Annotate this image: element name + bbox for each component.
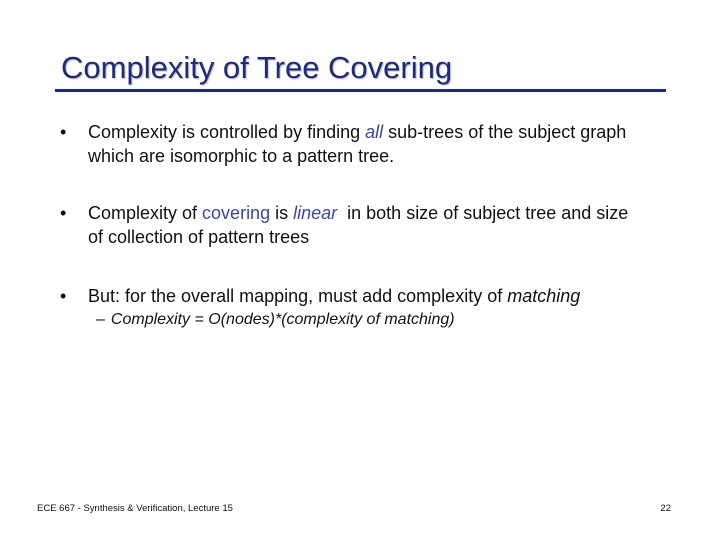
bullet-1-part-1: Complexity is controlled by finding [88, 122, 366, 142]
sub-bullet-text: Complexity = O(nodes)*(complexity of matching) [110, 311, 455, 328]
bullet-2 [60, 201, 648, 249]
bullet-2-highlight-covering: covering [202, 203, 271, 223]
bullet-1-emphasis-all: all [365, 122, 384, 142]
sub-bullet [96, 311, 455, 329]
bullet-2-emphasis-linear: linear [293, 203, 338, 223]
bullet-marker: • [60, 203, 67, 223]
bullet-1-part-3: sub-trees of the subject graph which are isomorphic to a pattern tree. [88, 122, 627, 166]
sub-bullet-dash: – [96, 311, 105, 328]
title-underline [55, 89, 666, 92]
bullet-marker: • [60, 122, 67, 142]
bullet-1 [60, 120, 648, 168]
bullet-2-part-5: in both size of subject tree and size of collection of pattern trees [88, 203, 634, 247]
bullet-2-text [88, 201, 648, 249]
bullet-3-part-1: But: for the overall mapping, must add complexity of [88, 286, 508, 306]
bullet-marker: • [60, 286, 67, 306]
footer-course: ECE 667 - Synthesis & Verification, Lecture 15 [37, 503, 233, 514]
bullet-3-text [88, 284, 668, 308]
bullet-3-emphasis-matching: matching [507, 286, 581, 306]
bullet-2-part-3: is [270, 203, 294, 223]
bullet-1-text [88, 120, 648, 168]
bullet-2-part-1: Complexity of [88, 203, 203, 223]
slide-title: Complexity of Tree Covering [61, 50, 453, 85]
page-number: 22 [660, 503, 671, 514]
bullet-3 [60, 284, 668, 308]
